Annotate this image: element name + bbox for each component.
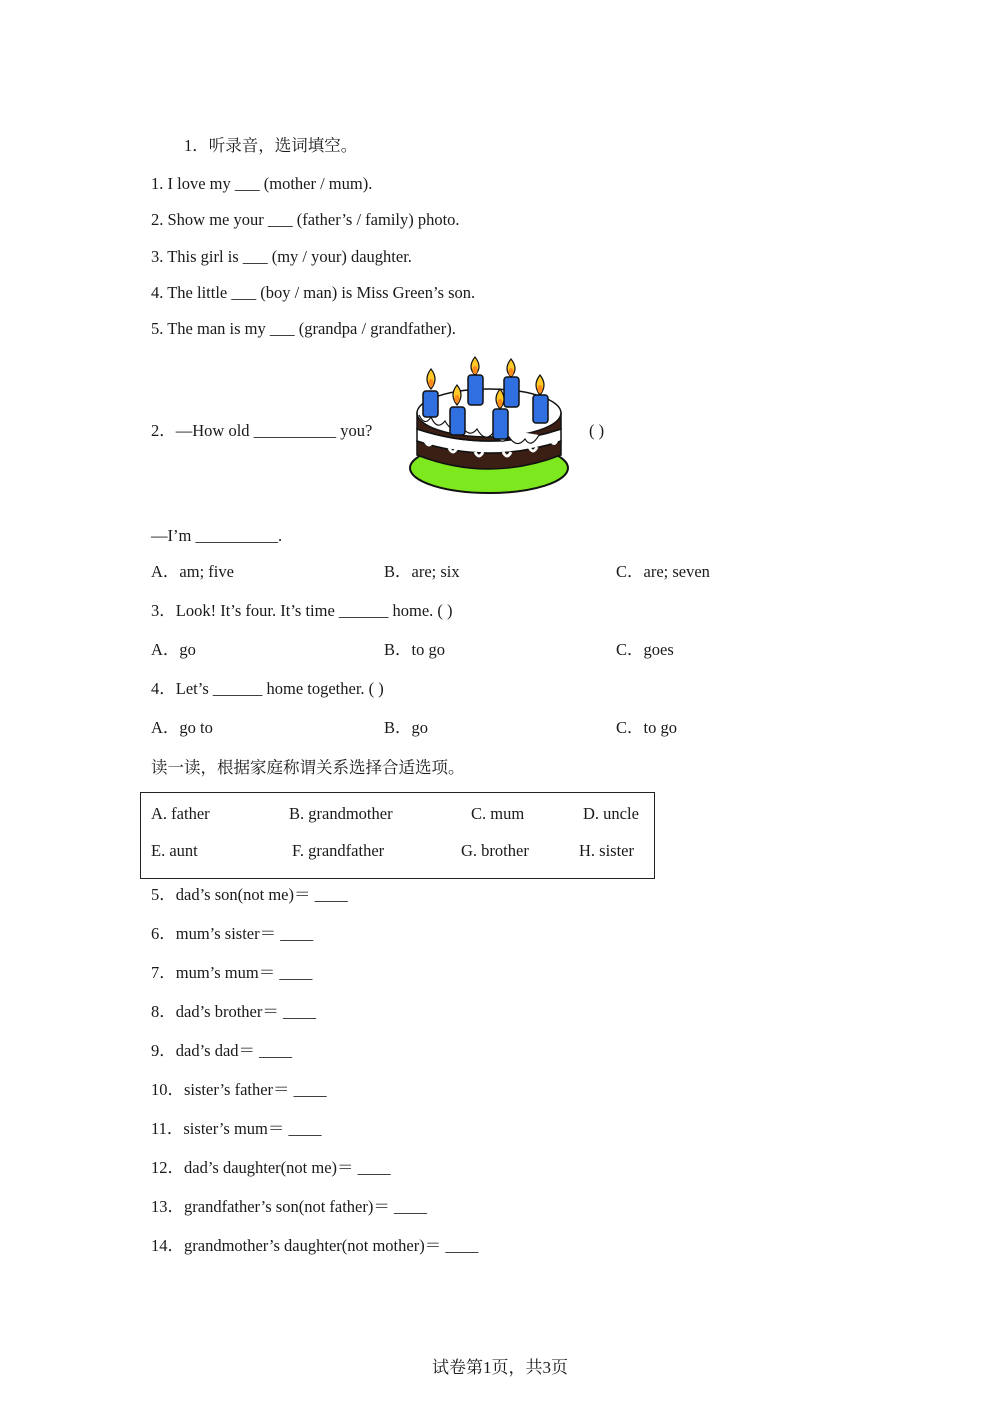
q2-option-c: C．are; seven [616,562,710,581]
q2-stem: 2．—How old __________ you? [151,421,373,440]
birthday-cake-icon [405,355,575,500]
q3-option-c: C．goes [616,640,674,659]
read-section-heading: 读一读，根据家庭称谓关系选择合适选项。 [151,758,465,777]
section1-item-4: 4. The little ___ (boy / man) is Miss Green’s son. [151,283,476,302]
q4-stem: 4．Let’s ______ home together. ( ) [151,679,384,698]
q4-option-a: A．go to [151,718,213,737]
word-bank-f: F. grandfather [292,841,385,860]
word-bank-c: C. mum [471,804,525,823]
word-bank-h: H. sister [579,841,634,860]
read-item-9: 9．dad’s dad＝ ____ [151,1041,293,1060]
q2-answer-paren: ( ) [589,421,605,440]
read-item-13: 13．grandfather’s son(not father)＝ ____ [151,1197,427,1216]
word-bank-e: E. aunt [151,841,198,860]
section1-item-1: 1. I love my ___ (mother / mum). [151,174,373,193]
section1-item-5: 5. The man is my ___ (grandpa / grandfather). [151,319,456,338]
word-bank-g: G. brother [461,841,529,860]
read-item-6: 6．mum’s sister＝ ____ [151,924,314,943]
section1-item-3: 3. This girl is ___ (my / your) daughter. [151,247,412,266]
word-bank-b: B. grandmother [289,804,393,823]
section1-item-2: 2. Show me your ___ (father’s / family) photo. [151,210,460,229]
read-item-7: 7．mum’s mum＝ ____ [151,963,313,982]
word-bank-d: D. uncle [583,804,639,823]
read-item-11: 11．sister’s mum＝ ____ [151,1119,322,1138]
q4-option-b: B．go [384,718,429,737]
q3-option-a: A．go [151,640,196,659]
word-bank-a: A. father [151,804,210,823]
q4-option-c: C．to go [616,718,677,737]
read-item-5: 5．dad’s son(not me)＝ ____ [151,885,348,904]
page-footer: 试卷第1页，共3页 [432,1358,568,1377]
word-bank-box [140,792,655,879]
q2-option-b: B．are; six [384,562,460,581]
read-item-14: 14．grandmother’s daughter(not mother)＝ ____ [151,1236,479,1255]
q3-option-b: B．to go [384,640,445,659]
section1-heading: 1．听录音，选词填空。 [184,136,358,155]
read-item-12: 12．dad’s daughter(not me)＝ ____ [151,1158,391,1177]
q2-option-a: A．am; five [151,562,234,581]
q3-stem: 3．Look! It’s four. It’s time ______ home. ( ) [151,601,453,620]
q2-answer-line: —I’m __________. [151,526,283,545]
read-item-10: 10．sister’s father＝ ____ [151,1080,327,1099]
read-item-8: 8．dad’s brother＝ ____ [151,1002,316,1021]
